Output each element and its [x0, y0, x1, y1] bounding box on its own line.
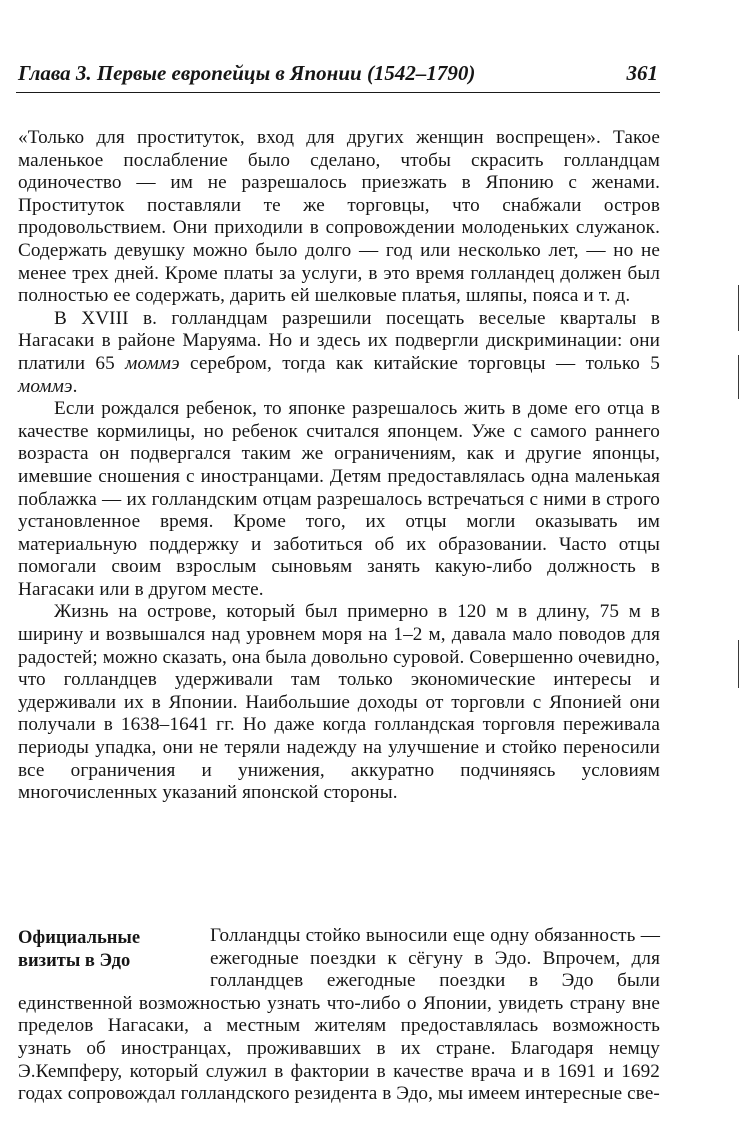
paragraph-1: «Только для проституток, вход для других женщин воспрещен». Такое маленькое послабление было сделано, чтобы скрасить голландцам одиночество — им не разрешалось приезжать в Японию с женами. Проституток поставляли те же торговцы, что снабжали остров продовольствием. Они приходили в сопровождении молоденьких служанок. Содержать девушку можно было долго — год или несколько лет, — но не менее трех дней. Кроме платы за услуги, в это время голландец должен был полностью ее содержать, дарить ей шелковые платья, шляпы, пояса и т. д. [18, 127, 660, 307]
paragraph-2-part-c: . [72, 375, 78, 397]
paragraph-5: Голландцы стойко выносили еще одну обязанность — ежегодные поездки к сёгуну в Эдо. Впрочем, для голландцев ежегодные поездки в Эдо были единственной возможностью узнать что-либо о Японии, увидеть страну вне пределов Нагасаки, а местным жителям предоставлялась возможность узнать об иностранцах, проживавших в их стране. Благодаря немцу Э.Кемпферу, который служил в фактории в качестве врача и в 1691 и 1692 годах сопровождал голландского резидента в Эдо, мы имеем интересные све- [18, 925, 660, 1105]
paragraph-2-part-a: В XVIII в. голландцам разрешили посещать веселые кварталы в Нагасаки в районе Маруяма. Но и здесь их подвергли дискриминации: они платили 65 [18, 307, 660, 374]
paragraph-4: Жизнь на острове, который был примерно в 120 м в длину, 75 м в ширину и возвышался над уровнем моря на 1–2 м, давала мало поводов для радостей; можно сказать, она была довольно суровой. Совершенно очевидно, что голландцев удерживали там только экономические интересы и удерживали их в Японии. Наибольшие доходы от торговли с Японией они получали в 1638–1641 гг. Но даже когда голландская торговля переживала периоды упадка, они не теряли надежду на улучшение и стойко переносили все ограничения и унижения, аккуратно подчиняясь условиям многочисленных указаний японской стороны. [18, 601, 660, 804]
chapter-title: Глава 3. Первые европейцы в Японии (1542–1790) [18, 61, 476, 85]
margin-mark [738, 285, 739, 331]
header-rule [16, 92, 660, 93]
margin-mark [738, 355, 739, 399]
main-text [18, 127, 660, 805]
paragraph-3: Если рождался ребенок, то японке разрешалось жить в доме его отца в качестве кормилицы, но ребенок считался японцем. Уже с самого раннего возраста он подвергался таким же ограничениям, как и другие японцы, имевшие сношения с иностранцами. Детям предоставлялась одна маленькая поблажка — их голландским отцам разрешалось встречаться с ними в строго установленное время. Кроме того, их отцы могли оказывать им материальную поддержку и заботиться об их образовании. Часто отцы помогали своим взрослым сыновьям занять какую-либо должность в Нагасаки или в другом месте. [18, 398, 660, 600]
section-text [18, 925, 660, 1106]
unit-momme-1: моммэ [125, 352, 180, 374]
paragraph-2-part-b: серебром, тогда как китайские торговцы — только 5 [179, 352, 660, 374]
unit-momme-2: моммэ [18, 375, 73, 397]
side-heading-line-1: Официальные [18, 928, 141, 948]
running-head [18, 58, 658, 92]
paragraph-2 [18, 308, 660, 398]
side-heading-line-2: визиты в Эдо [18, 951, 131, 971]
page-number: 361 [626, 61, 658, 85]
side-heading [18, 927, 188, 973]
margin-mark [738, 640, 739, 688]
